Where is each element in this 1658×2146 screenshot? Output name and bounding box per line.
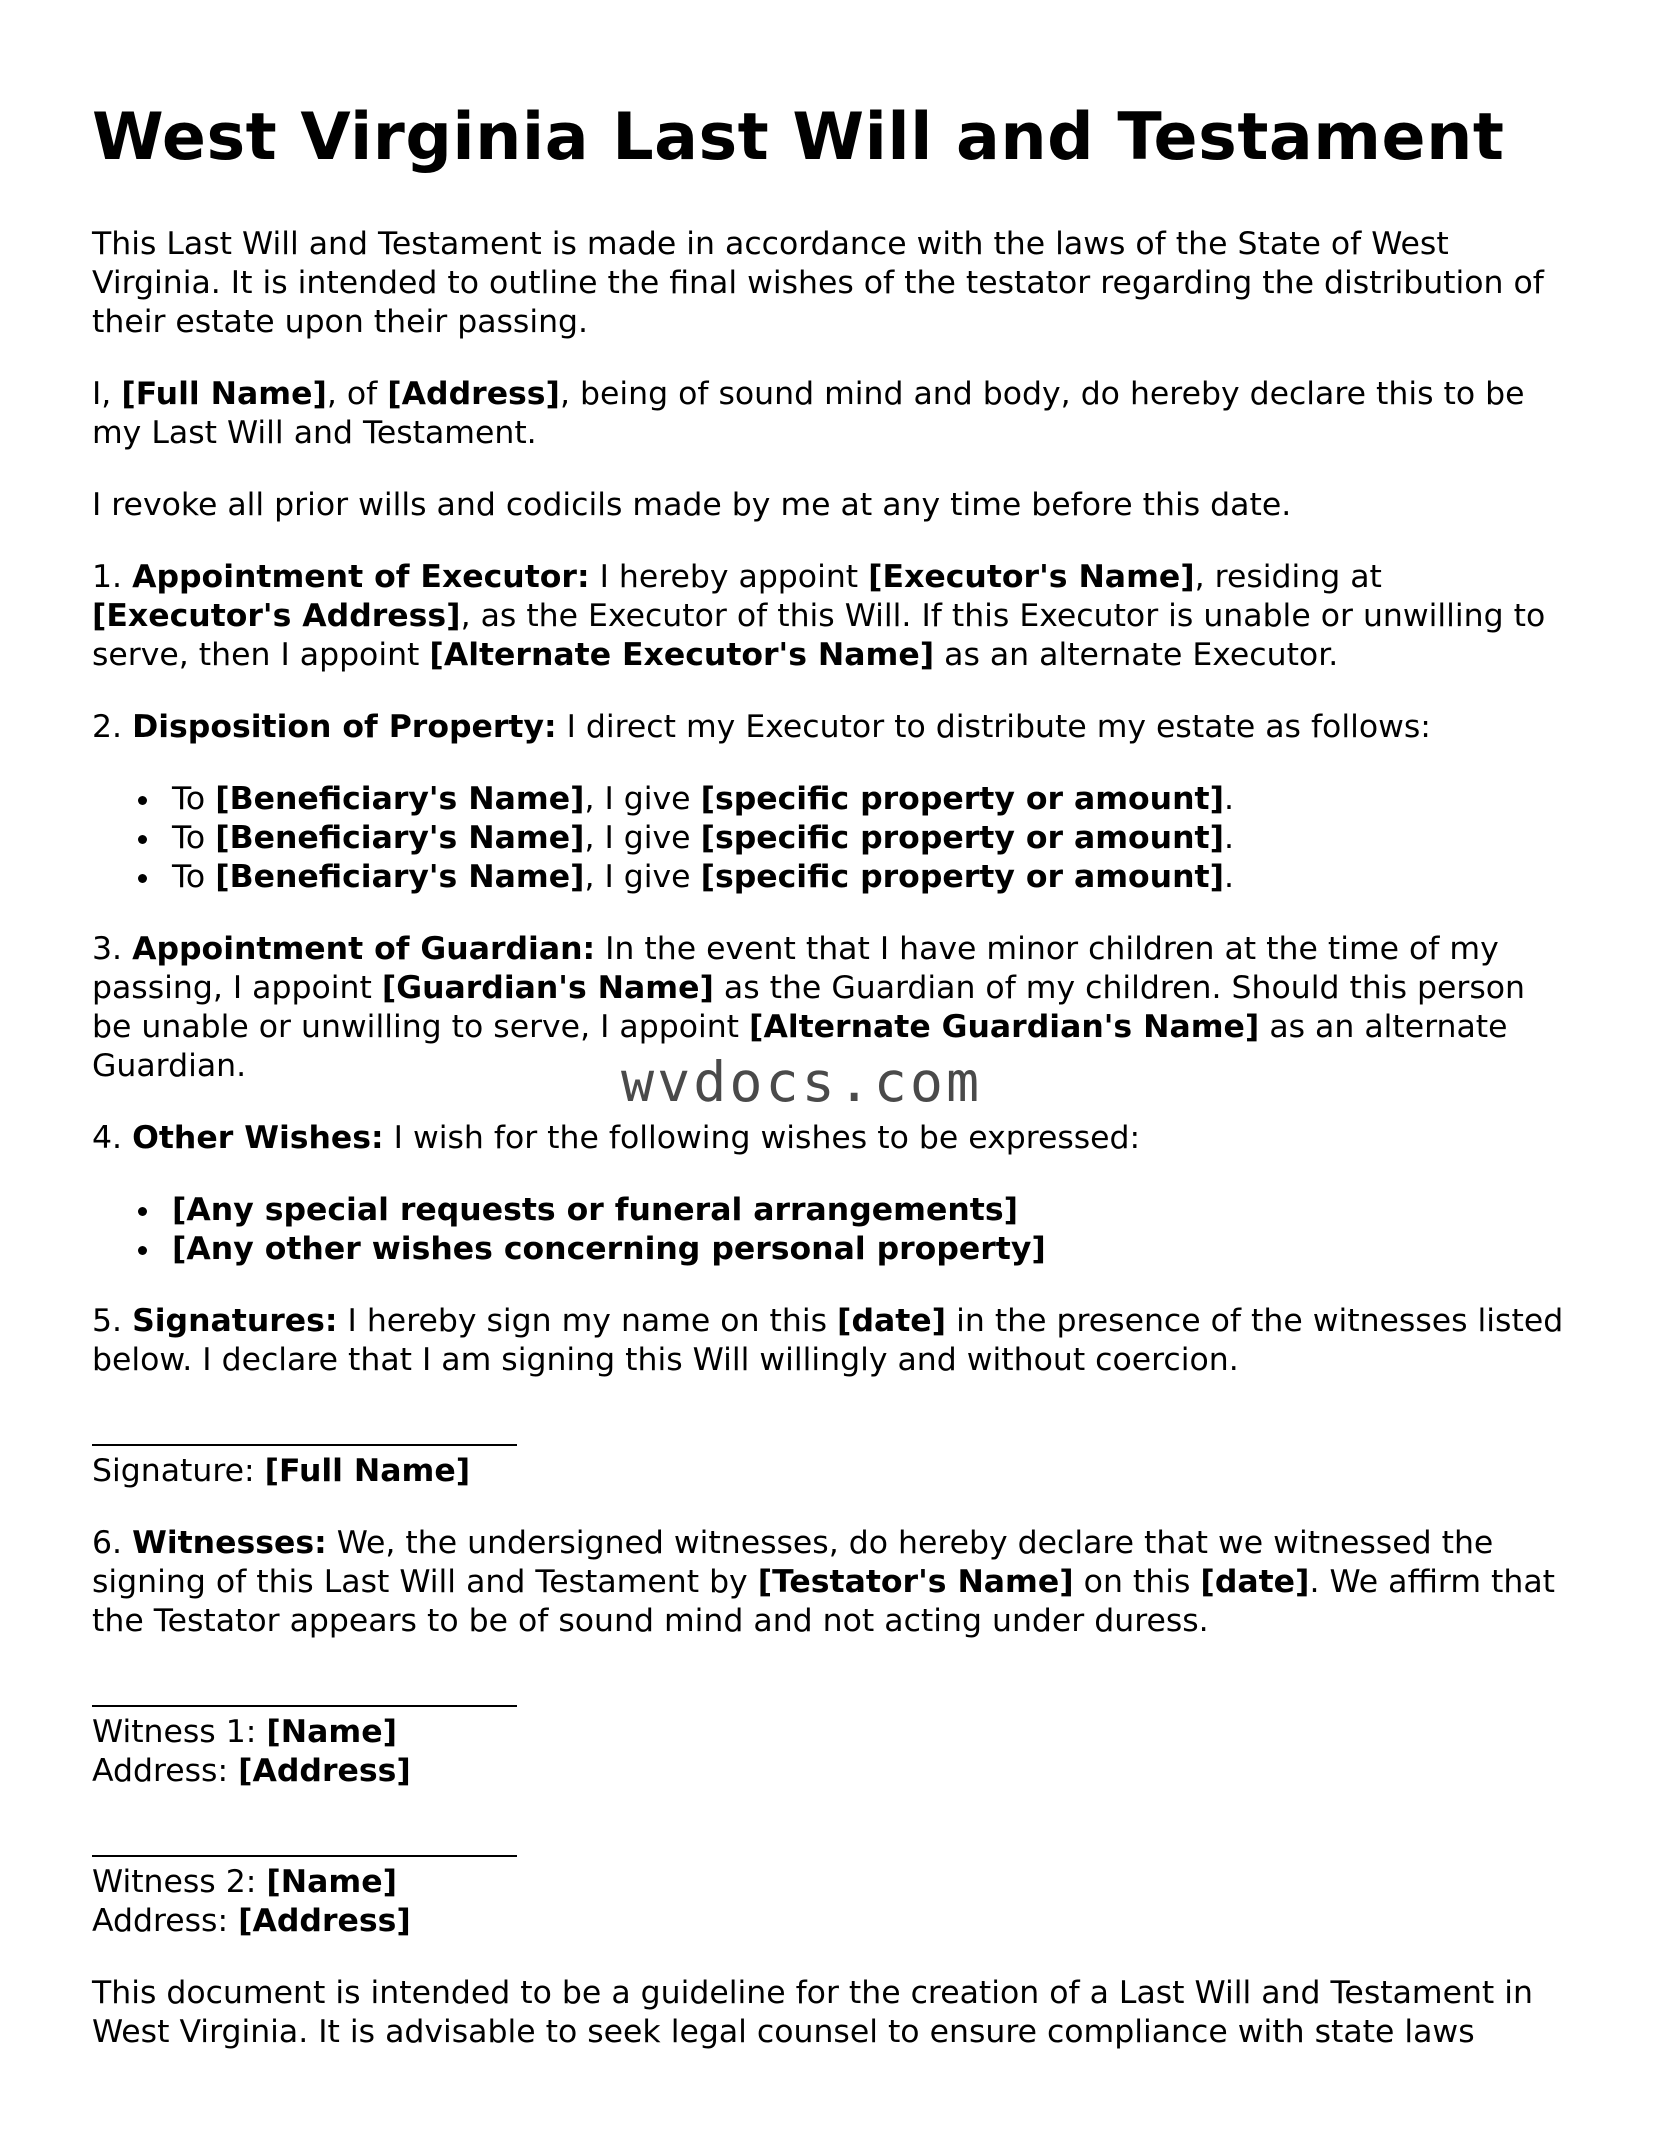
executor-name-placeholder: [Executor's Name] xyxy=(868,558,1195,595)
section-disposition: 2. Disposition of Property: I direct my Executor to distribute my estate as follows: xyxy=(92,708,1431,745)
date-placeholder: [date] xyxy=(1200,1563,1310,1600)
guardian-name-placeholder: [Guardian's Name] xyxy=(381,969,714,1006)
list-item: To [Beneficiary's Name], I give [specific property or amount]. xyxy=(172,858,1572,897)
signature-line xyxy=(92,1444,517,1446)
witness-1-name: Witness 1: [Name] xyxy=(92,1713,398,1750)
wishes-list xyxy=(92,1191,1572,1269)
section-guardian: 3. Appointment of Guardian: In the event that I have minor children at the time of my passing, I appoint [Guardian's Name] as the Guardian of my children. Should this person be unable or unwilling to serve, I appoint [Alternate Guardian's Name] as an alternate Guardian. xyxy=(92,930,1525,1084)
list-item: To [Beneficiary's Name], I give [specific property or amount]. xyxy=(172,780,1572,819)
declaration-paragraph: I, [Full Name], of [Address], being of sound mind and body, do hereby declare this to be my Last Will and Testament. xyxy=(92,375,1525,451)
full-name-placeholder: [Full Name] xyxy=(121,375,327,412)
alternate-executor-placeholder: [Alternate Executor's Name] xyxy=(429,636,935,673)
list-item: [Any other wishes concerning personal property] xyxy=(172,1230,1572,1269)
witness-1-address: Address: [Address] xyxy=(92,1752,411,1789)
section-heading: Signatures: xyxy=(132,1302,338,1339)
page-title: West Virginia Last Will and Testament xyxy=(92,100,1505,175)
executor-address-placeholder: [Executor's Address] xyxy=(92,597,461,634)
list-item: [Any special requests or funeral arrangements] xyxy=(172,1191,1572,1230)
address-placeholder: [Address] xyxy=(387,375,560,412)
testator-name-placeholder: [Testator's Name] xyxy=(757,1563,1074,1600)
list-item: To [Beneficiary's Name], I give [specific property or amount]. xyxy=(172,819,1572,858)
signature-label: Signature: [Full Name] xyxy=(92,1452,471,1489)
section-heading: Disposition of Property: xyxy=(132,708,557,745)
section-other-wishes: 4. Other Wishes: I wish for the following wishes to be expressed: xyxy=(92,1119,1141,1156)
witness-2-address: Address: [Address] xyxy=(92,1902,411,1939)
watermark: wvdocs.com xyxy=(621,1050,983,1114)
footer-disclaimer: This document is intended to be a guideline for the creation of a Last Will and Testament in West Virginia. It is advisable to seek legal counsel to ensure compliance with state laws xyxy=(92,1974,1533,2050)
section-witnesses: 6. Witnesses: We, the undersigned witnesses, do hereby declare that we witnessed the signing of this Last Will and Testament by [Testator's Name] on this [date]. We affirm that the Testator appears to be of sound mind and not acting under duress. xyxy=(92,1524,1555,1639)
section-heading: Appointment of Executor: xyxy=(132,558,590,595)
intro-paragraph: This Last Will and Testament is made in accordance with the laws of the State of West Virginia. It is intended to outline the final wishes of the testator regarding the distribution of their estate upon their passing. xyxy=(92,225,1544,340)
section-heading: Other Wishes: xyxy=(132,1119,384,1156)
section-executor: 1. Appointment of Executor: I hereby appoint [Executor's Name], residing at [Executor's Address], as the Executor of this Will. If this Executor is unable or unwilling to serve, then I appoint [Alternate Executor's Name] as an alternate Executor. xyxy=(92,558,1546,673)
section-heading: Witnesses: xyxy=(132,1524,327,1561)
witness-2-signature-line xyxy=(92,1855,517,1857)
witness-1-signature-line xyxy=(92,1705,517,1707)
section-heading: Appointment of Guardian: xyxy=(132,930,596,967)
witness-2-name: Witness 2: [Name] xyxy=(92,1863,398,1900)
revoke-paragraph: I revoke all prior wills and codicils made by me at any time before this date. xyxy=(92,486,1292,523)
section-signatures: 5. Signatures: I hereby sign my name on this [date] in the presence of the witnesses listed below. I declare that I am signing this Will willingly and without coercion. xyxy=(92,1302,1564,1378)
alternate-guardian-placeholder: [Alternate Guardian's Name] xyxy=(749,1008,1260,1045)
date-placeholder: [date] xyxy=(837,1302,947,1339)
beneficiary-list xyxy=(92,780,1572,897)
